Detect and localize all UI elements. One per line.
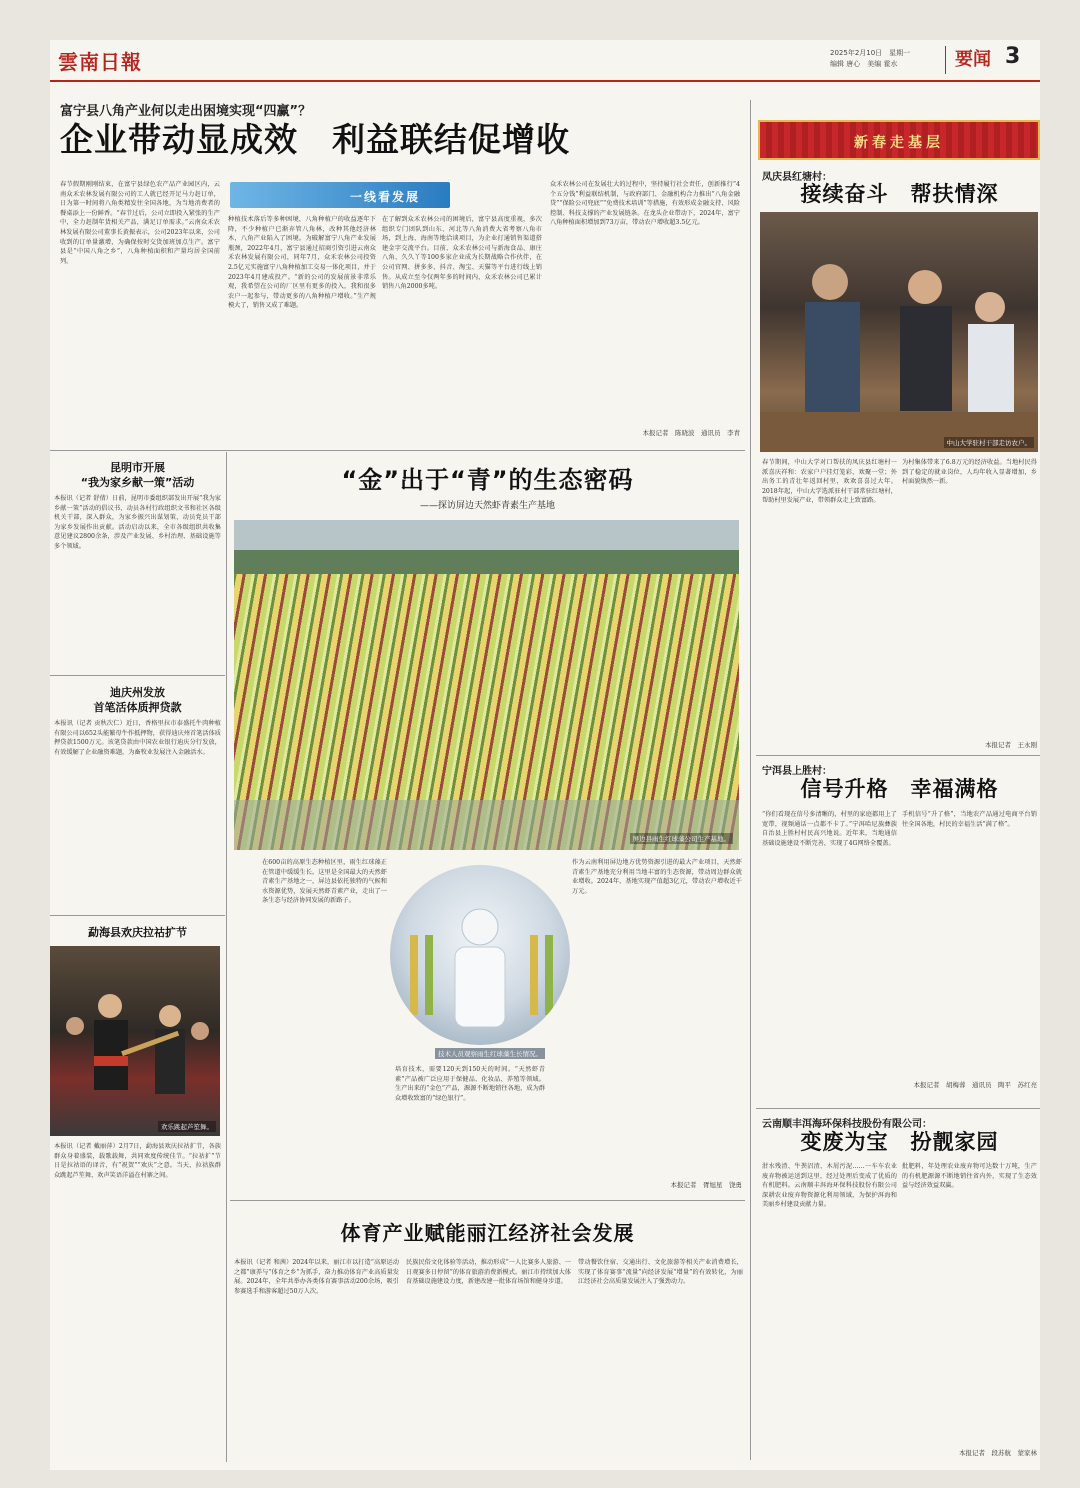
issue-meta — [830, 48, 910, 70]
festival-photo — [50, 946, 220, 1136]
lead-col-1: 春节假期刚刚结束，在富宁县绿色农产品产业园区内，云南众禾农林发展有限公司的工人就已经开足马力赶订单，日为第一时间将八角类精发往全国各地，为当地消费者的餐桌添上一份鲜香。“春节过后，公司立即投入紧张的生产中，全力赶制年货相关产品，满足订单需求。”云南众禾农林发展有限公司董事长黄振表示，公司2023年以来，公司收到的订单量激增，为确保按时交货加班加点生产。富宁县是“中国八角之乡”，八角种植面积和产量均居全国前列。 — [60, 181, 220, 265]
a2-kicker: 宁洱县上胜村： — [762, 766, 832, 777]
editor-line: 编辑 唐心 美编 霍水 — [830, 60, 898, 68]
date-line: 2025年2月10日 星期一 — [830, 49, 911, 57]
feature-text-1: 在600亩的高原生态种植区里，雨生红球藻正在管道中缓缓生长。这里是全国最大的天然虾青素生产基地之一，屏边县依托独特的气候和水资源优势，发展天然虾青素产业，走出了一条生态与经济协同发展的新路子。 — [262, 859, 387, 905]
sports-text-2: 民族民俗文化体验等活动，推动形成“一人比赛多人旅游、一日观赛多日停留”的体育旅游消费新模式。丽江市持续加大体育基础设施建设力度，新建改建一批体育场馆和健身步道。 — [406, 1259, 571, 1286]
a1-text-1: 春节期间，中山大学对口帮扶的凤庆县红塘村一派喜庆祥和：农家户户挂灯笼彩，欢聚一堂；外出务工的青壮年返回村里，欢欢喜喜过大年。2018年起，中山大学选派驻村干部常驻红塘村，帮助村里发展产业，带领群众走上致富路。 — [762, 459, 897, 505]
lead-byline: 本报记者 陈晓波 通讯员 李青 — [642, 429, 740, 437]
a3-text-2: 批肥料，年处理农业废弃物可达数十万吨，生产的有机肥源源不断地销往省内外，实现了生态效益与经济效益双赢。 — [902, 1163, 1037, 1190]
lead-col-3: 在了解到众禾农林公司的困境后，富宁县高度重视，多次组织专门团队到山东、河北等八角消费大省考察八角市场，到上海、海南等地洽谈项目，为企业打通销售渠道搭建金字交流平台。目前，众禾农林公司与新海食品、康庄八角、久久丫等100多家企业成为长期战略合作伙伴，在公司官网、拼多多、抖音、淘宝、天猫等平台进行线上销售。从成立至今仅两年多的时间内，众禾农林公司已累计销售八角2000多吨。 — [382, 216, 542, 291]
a2-text-1: “你们看现在信号多清晰的，村里的家庭都用上了宽带，视频通话一点都不卡了。”宁洱哈尼族彝族自治县上胜村村民高兴地说。近年来，当地通信基础设施建设不断完善，实现了4G网络全覆盖。 — [762, 811, 897, 847]
brief-title: 迪庆州发放 首笔活体质押贷款 — [93, 686, 182, 714]
column-banner-label: 一线看发展 — [349, 190, 420, 204]
feature-main-photo — [234, 520, 739, 850]
lab-technician-illustration — [390, 865, 570, 1045]
a3-byline: 本报记者 段苏航 蒙家林 — [959, 1449, 1037, 1457]
divider — [750, 100, 751, 1460]
feature-byline: 本报记者 胥旭星 饶勇 — [670, 1181, 742, 1189]
newspaper-logo: 雲南日報 — [58, 50, 142, 74]
brief-text: 本报讯（记者 贡秋次仁）近日，香格里拉市泰盛托牛肉种植有限公司以652头能繁母牛作抵押物，获得迪庆州首笔活体质押贷款1500万元。该笔贷款由中国农业银行迪庆分行发放，有效缓解了企业融资难题，为畜牧业发展注入金融活水。 — [54, 720, 221, 756]
sports-text-3: 带动餐饮住宿、交通出行、文化旅游等相关产业消费增长，实现了体育赛事“流量”向经济发展“增量”的有效转化，为丽江经济社会高质量发展注入了强劲动力。 — [578, 1259, 743, 1286]
divider — [756, 755, 1040, 756]
photo-caption: 中山大学驻村干部走访农户。 — [944, 437, 1035, 448]
banner-label: 新春走基层 — [854, 135, 944, 151]
a3-text-1: 泔水残渣、牛粪沼渣、木屑污泥……一车车农业废弃物被运送到这里，经过处理后变成了优质的有机肥料。云南顺丰洱海环保科技股份有限公司深耕农业废弃物资源化利用领域，为保护洱海和美丽乡村建设贡献力量。 — [762, 1163, 897, 1209]
a1-title: 接续奋斗 帮扶情深 — [800, 182, 999, 206]
a2-byline: 本报记者 胡梅蓉 通讯员 陶平 苏红亮 — [913, 1081, 1037, 1089]
masthead — [50, 40, 1040, 82]
feature-lab-photo — [390, 865, 570, 1045]
lead-col-4: 众禾农林公司在发展壮大的过程中，坚持履行社会责任，创新推行“4个五分钱”利益联结机制，与政府部门、金融机构合力推出“八角金融贷”“保险公司兜底”“免费技术培训”等措施，有效形成金融支持、风险控制、科技支撑的产业发展链条。在龙头企业带动下，2024年，富宁八角种植面积增加到73万亩，带动农户增收超3.5亿元。 — [550, 181, 740, 227]
feature-subtitle: ——探访屏边天然虾青素生产基地 — [419, 501, 555, 511]
photo-caption: 屏边县雨生红球藻公司生产基地。 — [630, 833, 734, 844]
villagers-illustration — [760, 212, 1038, 452]
divider — [230, 1200, 745, 1201]
a2-text-2: 手机信号“升了格”，当地农产品通过电商平台销往全国各地，村民的幸福生活“满了格”。 — [902, 811, 1037, 828]
a2-title: 信号升格 幸福满格 — [800, 777, 999, 801]
lead-kicker: 富宁县八角产业何以走出困境实现“四赢”？ — [60, 104, 312, 119]
a1-photo — [760, 212, 1038, 452]
dancers-illustration — [50, 946, 220, 1136]
brief-kunming — [50, 460, 225, 684]
photo-caption: 欢乐跳起芦笙舞。 — [158, 1121, 216, 1132]
feature-text-2: 培育技术，需要120天到150天的时间。“天然虾青素”产品被广泛应用于保健品、化妆品、养殖等领域。生产出来的“金色”产品，源源不断地销往各地，成为群众增收致富的“绿色银行”。 — [395, 1066, 545, 1102]
page-number: 3 — [1005, 44, 1021, 69]
brief-menghai — [50, 925, 225, 1262]
divider — [226, 452, 227, 1462]
newspaper-page — [50, 40, 1040, 1470]
brief-text: 本报讯（记者 舒倩）日前，昆明市委组织部发出开展“我为家乡献一策”活动的倡议书，动员各村行政组织文书和社区各级机关干部，深入群众，为家乡振兴出谋划策，动员党员干部为家乡发展作出贡献。活动启动以来，全市各级组织共收集意见建议2800余条，涉及产业发展、乡村治理、基础设施等多个领域。 — [54, 495, 221, 550]
spring-grassroots-banner — [758, 120, 1040, 160]
a1-text-2: 为村集体带来了6.8万元的经济收益。当地村民得到了稳定的就业岗位，人均年收入显著增加，乡村面貌焕然一新。 — [902, 459, 1037, 486]
a1-kicker: 凤庆县红塘村： — [762, 172, 832, 183]
cultivation-field-illustration — [234, 520, 739, 850]
feature-text-3: 作为云南利用屏边地方优势资源引进的最大产业项目，天然虾青素生产基地充分利用当地丰富的生态资源，带动周边群众就业增收。2024年，基地实现产值超3亿元，带动农户增收近千万元。 — [572, 859, 742, 895]
divider — [756, 1108, 1040, 1109]
brief-diqing — [50, 685, 225, 919]
a1-byline: 本报记者 王永刚 — [985, 741, 1037, 749]
sports-title: 体育产业赋能丽江经济社会发展 — [340, 1221, 635, 1245]
sports-text-1: 本报讯（记者 和茜）2024年以来，丽江市以打造“高原运动之都”康养与“体育之乡”为抓手，奋力推动体育产业高质量发展。2024年，全年共举办各类体育赛事活动200余场，吸引参赛选手和游客超过50万人次。 — [234, 1259, 399, 1295]
divider — [50, 675, 225, 676]
feature-title: “金”出于“青”的生态密码 — [341, 466, 634, 494]
brief-text: 本报讯（记者 戴丽萍）2月7日，勐海县欢庆拉祜扩节，各族群众身着盛装，载歌载舞，共同欢度传统佳节。“拉祜扩”节日是拉祜语的译音，有“祝贺”“欢庆”之意。当天，拉祜族群众跳起芦笙舞，欢声笑语洋溢在村寨之间。 — [54, 1143, 221, 1179]
lead-col-2: 种植技术落后等多种困境，八角种植户的收益逐年下降，不少种植户已渐弃管八角林，改种其他经济林木，八角产业陷入了困境。为破解富宁八角产业发展瓶颈，2022年4月，富宁县通过招商引资引进云南众禾农林发展有限公司，同年7月，众禾农林公司投资2.5亿元实施富宁八角种植加工交易一体化项目，并于2023年4月建成投产。“新的公司的发展前景非常乐观，我希望在公司的厂区里有更多的投入，我和很多农户一起参与，带动更多的八角种植户增收。”生产规模大了，销售又成了难题。 — [228, 216, 376, 310]
photo-caption: 技术人员观察雨生红球藻生长情况。 — [435, 1048, 545, 1059]
divider — [50, 450, 745, 451]
column-banner — [230, 182, 450, 208]
brief-title: 昆明市开展 “我为家乡献一策”活动 — [80, 461, 195, 489]
a3-kicker: 云南顺丰洱海环保科技股份有限公司： — [762, 1119, 932, 1130]
divider — [50, 915, 225, 916]
lead-headline: 企业带动显成效 利益联结促增收 — [60, 120, 570, 159]
a3-title: 变废为宝 扮靓家园 — [800, 1130, 999, 1154]
brief-title: 勐海县欢庆拉祜扩节 — [88, 926, 187, 939]
section-label: 要闻 — [945, 46, 1000, 74]
